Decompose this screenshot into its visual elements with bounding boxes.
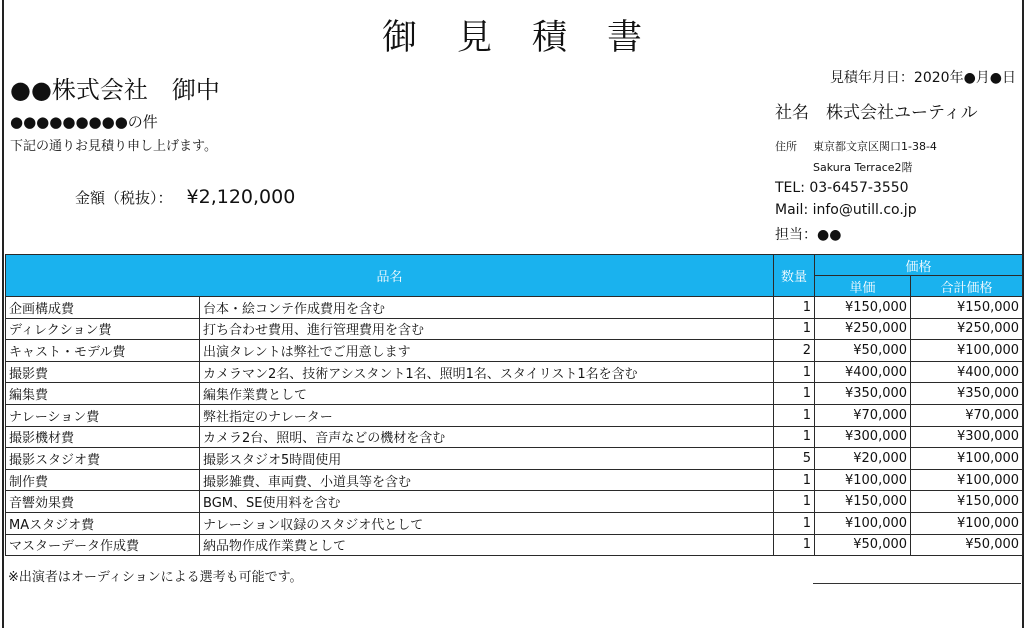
item-unit-price: ¥150,000	[815, 297, 911, 319]
item-desc: 出演タレントは弊社でご用意します	[200, 340, 774, 362]
item-name: 企画構成費	[6, 297, 200, 319]
issuer-company: 社名 株式会社ユーティル	[775, 103, 978, 123]
item-qty: 2	[774, 340, 815, 362]
document-title: 御見積書	[381, 18, 682, 58]
item-qty: 1	[774, 318, 815, 340]
item-unit-price: ¥50,000	[815, 534, 911, 556]
item-total: ¥100,000	[911, 448, 1023, 470]
item-qty: 1	[774, 512, 815, 534]
item-unit-price: ¥150,000	[815, 491, 911, 513]
item-desc: ナレーション収録のスタジオ代として	[200, 512, 774, 534]
item-desc: 弊社指定のナレーター	[200, 404, 774, 426]
issuer-mail: Mail: info@utill.co.jp	[775, 202, 917, 218]
item-total: ¥70,000	[911, 404, 1023, 426]
item-unit-price: ¥50,000	[815, 340, 911, 362]
issuer-tel: TEL: 03-6457-3550	[775, 180, 909, 196]
item-total: ¥100,000	[911, 469, 1023, 491]
estimate-table	[5, 254, 1023, 556]
item-name: MAスタジオ費	[6, 512, 200, 534]
address-label: 住所	[775, 140, 797, 153]
item-qty: 1	[774, 426, 815, 448]
item-qty: 1	[774, 491, 815, 513]
item-name: 撮影費	[6, 361, 200, 383]
item-name: 音響効果費	[6, 491, 200, 513]
item-total: ¥150,000	[911, 297, 1023, 319]
table-row	[6, 340, 1023, 362]
subject: ●●●●●●●●●の件	[10, 113, 158, 131]
item-unit-price: ¥20,000	[815, 448, 911, 470]
item-total: ¥350,000	[911, 383, 1023, 405]
item-name: 制作費	[6, 469, 200, 491]
table-row	[6, 491, 1023, 513]
item-qty: 1	[774, 404, 815, 426]
table-row	[6, 512, 1023, 534]
item-total: ¥250,000	[911, 318, 1023, 340]
item-qty: 1	[774, 361, 815, 383]
item-unit-price: ¥350,000	[815, 383, 911, 405]
item-qty: 1	[774, 297, 815, 319]
issuer-contact: 担当：●●	[775, 227, 842, 243]
table-row	[6, 383, 1023, 405]
header-unit-price: 単価	[815, 276, 911, 297]
table-row	[6, 297, 1023, 319]
item-name: マスターデータ作成費	[6, 534, 200, 556]
table-row	[6, 318, 1023, 340]
table-row	[6, 404, 1023, 426]
page-border-left	[2, 0, 4, 628]
header-total: 合計価格	[911, 276, 1023, 297]
address-line1: 東京都文京区関口1-38-4	[813, 140, 937, 153]
item-total: ¥100,000	[911, 512, 1023, 534]
header-qty: 数量	[774, 255, 815, 297]
item-desc: 撮影雑費、車両費、小道具等を含む	[200, 469, 774, 491]
header-item: 品名	[6, 255, 774, 297]
address-line2: Sakura Terrace2階	[813, 161, 913, 174]
item-desc: 納品物作成作業費として	[200, 534, 774, 556]
item-desc: 打ち合わせ費用、進行管理費用を含む	[200, 318, 774, 340]
item-unit-price: ¥100,000	[815, 469, 911, 491]
item-name: 撮影スタジオ費	[6, 448, 200, 470]
header-price: 価格	[815, 255, 1023, 276]
item-name: ナレーション費	[6, 404, 200, 426]
item-qty: 1	[774, 534, 815, 556]
amount-block	[75, 186, 295, 208]
item-unit-price: ¥400,000	[815, 361, 911, 383]
table-row	[6, 469, 1023, 491]
item-desc: 編集作業費として	[200, 383, 774, 405]
item-total: ¥100,000	[911, 340, 1023, 362]
item-name: 撮影機材費	[6, 426, 200, 448]
item-desc: 台本・絵コンテ作成費用を含む	[200, 297, 774, 319]
item-name: キャスト・モデル費	[6, 340, 200, 362]
table-row	[6, 448, 1023, 470]
signature-line	[813, 583, 1021, 584]
item-qty: 1	[774, 469, 815, 491]
table-row	[6, 361, 1023, 383]
item-total: ¥300,000	[911, 426, 1023, 448]
item-qty: 1	[774, 383, 815, 405]
estimate-date: 見積年月日：2020年●月●日	[829, 70, 1016, 86]
item-total: ¥150,000	[911, 491, 1023, 513]
item-desc: カメラマン2名、技術アシスタント1名、照明1名、スタイリスト1名を含む	[200, 361, 774, 383]
item-total: ¥50,000	[911, 534, 1023, 556]
item-unit-price: ¥250,000	[815, 318, 911, 340]
item-desc: BGM、SE使用料を含む	[200, 491, 774, 513]
intro-text: 下記の通りお見積り申し上げます。	[10, 139, 217, 154]
item-unit-price: ¥70,000	[815, 404, 911, 426]
item-total: ¥400,000	[911, 361, 1023, 383]
item-desc: カメラ2台、照明、音声などの機材を含む	[200, 426, 774, 448]
item-name: 編集費	[6, 383, 200, 405]
footnote: ※出演者はオーディションによる選考も可能です。	[8, 570, 303, 585]
table-row	[6, 534, 1023, 556]
client-name: ●●株式会社 御中	[10, 76, 220, 104]
item-name: ディレクション費	[6, 318, 200, 340]
item-unit-price: ¥300,000	[815, 426, 911, 448]
item-qty: 5	[774, 448, 815, 470]
item-unit-price: ¥100,000	[815, 512, 911, 534]
amount-label: 金額（税抜）：	[75, 189, 173, 207]
item-desc: 撮影スタジオ5時間使用	[200, 448, 774, 470]
amount-value: ¥2,120,000	[186, 186, 296, 208]
table-row	[6, 426, 1023, 448]
